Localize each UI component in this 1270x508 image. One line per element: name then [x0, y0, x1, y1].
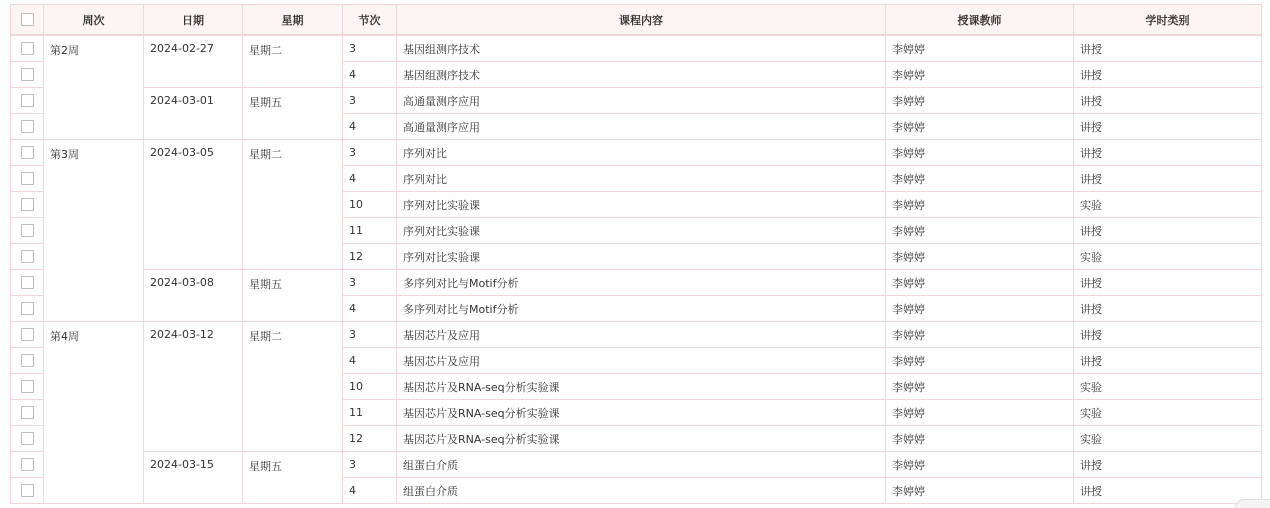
- row-checkbox[interactable]: [21, 484, 34, 497]
- period-cell: 4: [343, 114, 397, 140]
- row-select-cell: [11, 35, 44, 62]
- header-type[interactable]: 学时类别: [1074, 5, 1262, 36]
- table-row[interactable]: [11, 452, 1262, 478]
- row-checkbox[interactable]: [21, 276, 34, 289]
- table-row[interactable]: [11, 35, 1262, 62]
- teacher-cell: 李婷婷: [886, 478, 1074, 504]
- period-cell: 11: [343, 218, 397, 244]
- row-checkbox[interactable]: [21, 302, 34, 315]
- content-cell: 序列对比实验课: [397, 218, 886, 244]
- row-select-cell: [11, 166, 44, 192]
- date-cell: 2024-03-05: [144, 140, 243, 270]
- row-select-cell: [11, 348, 44, 374]
- row-checkbox[interactable]: [21, 198, 34, 211]
- row-checkbox[interactable]: [21, 224, 34, 237]
- row-checkbox[interactable]: [21, 172, 34, 185]
- period-cell: 3: [343, 452, 397, 478]
- teacher-cell: 李婷婷: [886, 374, 1074, 400]
- teacher-cell: 李婷婷: [886, 400, 1074, 426]
- header-content[interactable]: 课程内容: [397, 5, 886, 36]
- weekday-cell: 星期二: [243, 322, 343, 452]
- type-cell: 讲授: [1074, 35, 1262, 62]
- type-cell: 实验: [1074, 244, 1262, 270]
- content-cell: 组蛋白介质: [397, 452, 886, 478]
- period-cell: 3: [343, 35, 397, 62]
- content-cell: 基因芯片及RNA-seq分析实验课: [397, 426, 886, 452]
- weekday-cell: 星期五: [243, 270, 343, 322]
- type-cell: 讲授: [1074, 218, 1262, 244]
- teacher-cell: 李婷婷: [886, 192, 1074, 218]
- course-schedule-table: [10, 4, 1262, 504]
- content-cell: 高通量测序应用: [397, 114, 886, 140]
- type-cell: 实验: [1074, 426, 1262, 452]
- week-cell: 第2周: [44, 35, 144, 140]
- content-cell: 基因组测序技术: [397, 35, 886, 62]
- row-select-cell: [11, 478, 44, 504]
- row-checkbox[interactable]: [21, 406, 34, 419]
- content-cell: 高通量测序应用: [397, 88, 886, 114]
- row-checkbox[interactable]: [21, 328, 34, 341]
- row-select-cell: [11, 270, 44, 296]
- header-date[interactable]: 日期: [144, 5, 243, 36]
- teacher-cell: 李婷婷: [886, 35, 1074, 62]
- content-cell: 组蛋白介质: [397, 478, 886, 504]
- corner-widget: [1235, 499, 1270, 508]
- content-cell: 序列对比: [397, 166, 886, 192]
- week-cell: 第4周: [44, 322, 144, 504]
- weekday-cell: 星期五: [243, 88, 343, 140]
- header-period[interactable]: 节次: [343, 5, 397, 36]
- period-cell: 4: [343, 166, 397, 192]
- content-cell: 基因组测序技术: [397, 62, 886, 88]
- teacher-cell: 李婷婷: [886, 322, 1074, 348]
- row-select-cell: [11, 374, 44, 400]
- type-cell: 讲授: [1074, 348, 1262, 374]
- content-cell: 基因芯片及RNA-seq分析实验课: [397, 374, 886, 400]
- date-cell: 2024-03-08: [144, 270, 243, 322]
- period-cell: 4: [343, 296, 397, 322]
- content-cell: 基因芯片及应用: [397, 348, 886, 374]
- week-cell: 第3周: [44, 140, 144, 322]
- type-cell: 讲授: [1074, 166, 1262, 192]
- row-select-cell: [11, 140, 44, 166]
- header-teacher[interactable]: 授课教师: [886, 5, 1074, 36]
- type-cell: 讲授: [1074, 88, 1262, 114]
- teacher-cell: 李婷婷: [886, 140, 1074, 166]
- teacher-cell: 李婷婷: [886, 452, 1074, 478]
- row-select-cell: [11, 192, 44, 218]
- type-cell: 实验: [1074, 192, 1262, 218]
- teacher-cell: 李婷婷: [886, 218, 1074, 244]
- date-cell: 2024-03-15: [144, 452, 243, 504]
- content-cell: 多序列对比与Motif分析: [397, 296, 886, 322]
- row-select-cell: [11, 426, 44, 452]
- row-checkbox[interactable]: [21, 146, 34, 159]
- weekday-cell: 星期二: [243, 35, 343, 88]
- row-checkbox[interactable]: [21, 42, 34, 55]
- type-cell: 讲授: [1074, 452, 1262, 478]
- weekday-cell: 星期二: [243, 140, 343, 270]
- header-weekday[interactable]: 星期: [243, 5, 343, 36]
- period-cell: 4: [343, 348, 397, 374]
- row-checkbox[interactable]: [21, 94, 34, 107]
- teacher-cell: 李婷婷: [886, 426, 1074, 452]
- row-select-cell: [11, 218, 44, 244]
- period-cell: 10: [343, 192, 397, 218]
- teacher-cell: 李婷婷: [886, 244, 1074, 270]
- date-cell: 2024-02-27: [144, 35, 243, 88]
- type-cell: 讲授: [1074, 296, 1262, 322]
- content-cell: 基因芯片及应用: [397, 322, 886, 348]
- teacher-cell: 李婷婷: [886, 88, 1074, 114]
- content-cell: 基因芯片及RNA-seq分析实验课: [397, 400, 886, 426]
- table-body: [11, 35, 1262, 504]
- select-all-cell: [11, 5, 44, 36]
- teacher-cell: 李婷婷: [886, 62, 1074, 88]
- type-cell: 讲授: [1074, 478, 1262, 504]
- period-cell: 10: [343, 374, 397, 400]
- type-cell: 实验: [1074, 400, 1262, 426]
- row-select-cell: [11, 88, 44, 114]
- table-header: [11, 5, 1262, 36]
- period-cell: 3: [343, 270, 397, 296]
- row-checkbox[interactable]: [21, 68, 34, 81]
- period-cell: 4: [343, 62, 397, 88]
- period-cell: 12: [343, 426, 397, 452]
- row-select-cell: [11, 400, 44, 426]
- row-checkbox[interactable]: [21, 432, 34, 445]
- row-checkbox[interactable]: [21, 354, 34, 367]
- teacher-cell: 李婷婷: [886, 296, 1074, 322]
- row-select-cell: [11, 452, 44, 478]
- type-cell: 讲授: [1074, 270, 1262, 296]
- period-cell: 4: [343, 478, 397, 504]
- period-cell: 3: [343, 140, 397, 166]
- type-cell: 讲授: [1074, 114, 1262, 140]
- row-checkbox[interactable]: [21, 380, 34, 393]
- period-cell: 3: [343, 322, 397, 348]
- row-select-cell: [11, 62, 44, 88]
- header-row: [11, 5, 1262, 36]
- row-checkbox[interactable]: [21, 250, 34, 263]
- row-select-cell: [11, 296, 44, 322]
- teacher-cell: 李婷婷: [886, 166, 1074, 192]
- select-all-checkbox[interactable]: [21, 13, 34, 26]
- teacher-cell: 李婷婷: [886, 114, 1074, 140]
- table-row[interactable]: [11, 270, 1262, 296]
- content-cell: 多序列对比与Motif分析: [397, 270, 886, 296]
- teacher-cell: 李婷婷: [886, 270, 1074, 296]
- type-cell: 讲授: [1074, 140, 1262, 166]
- content-cell: 序列对比实验课: [397, 244, 886, 270]
- teacher-cell: 李婷婷: [886, 348, 1074, 374]
- date-cell: 2024-03-12: [144, 322, 243, 452]
- content-cell: 序列对比: [397, 140, 886, 166]
- row-select-cell: [11, 322, 44, 348]
- table-row[interactable]: [11, 88, 1262, 114]
- period-cell: 11: [343, 400, 397, 426]
- period-cell: 3: [343, 88, 397, 114]
- content-cell: 序列对比实验课: [397, 192, 886, 218]
- row-select-cell: [11, 244, 44, 270]
- row-checkbox[interactable]: [21, 458, 34, 471]
- table-row[interactable]: [11, 322, 1262, 348]
- header-week[interactable]: 周次: [44, 5, 144, 36]
- type-cell: 讲授: [1074, 322, 1262, 348]
- type-cell: 实验: [1074, 374, 1262, 400]
- table-row[interactable]: [11, 140, 1262, 166]
- date-cell: 2024-03-01: [144, 88, 243, 140]
- period-cell: 12: [343, 244, 397, 270]
- row-checkbox[interactable]: [21, 120, 34, 133]
- type-cell: 讲授: [1074, 62, 1262, 88]
- weekday-cell: 星期五: [243, 452, 343, 504]
- row-select-cell: [11, 114, 44, 140]
